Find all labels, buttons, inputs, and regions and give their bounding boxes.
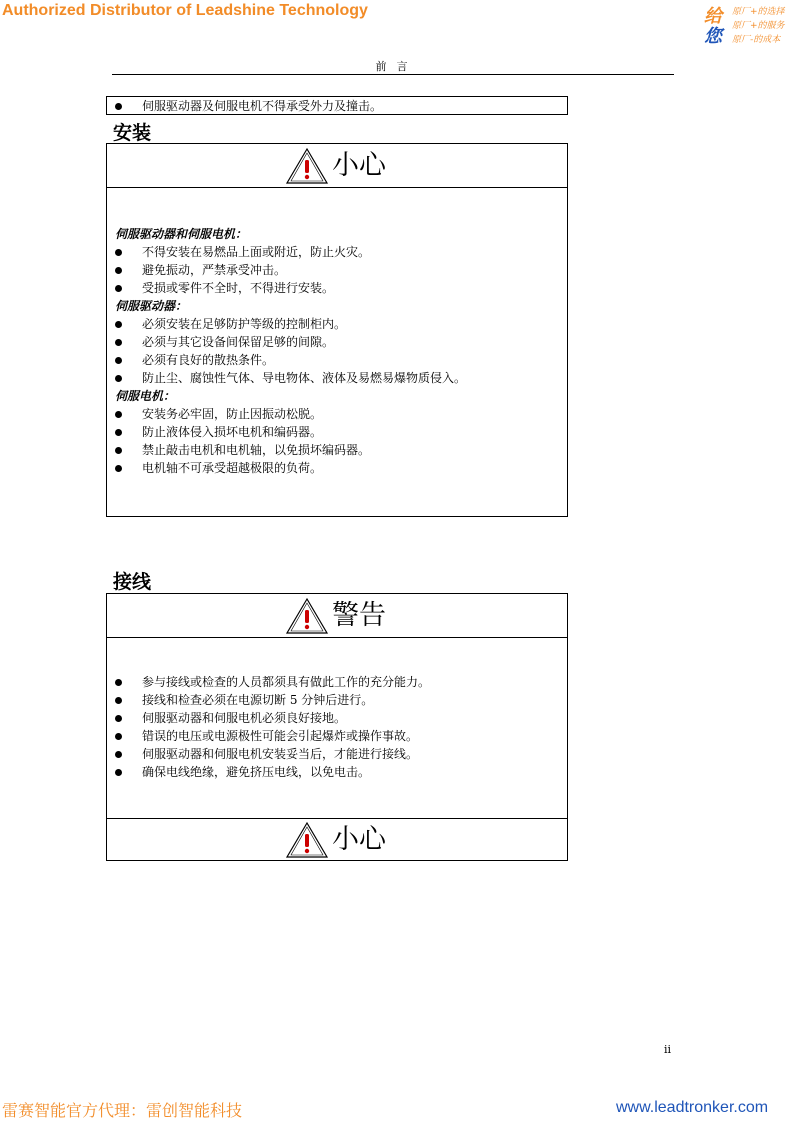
- warning-title-row: [107, 594, 567, 638]
- list-item: [107, 459, 567, 477]
- list-item-text: 电机轴不可承受超越极限的负荷。: [142, 461, 323, 475]
- list-item-text: 禁止敲击电机和电机轴，以免损坏编码器。: [142, 443, 371, 457]
- header-rule: [112, 74, 674, 75]
- list-item-text: 确保电线绝缘，避免挤压电线，以免电击。: [142, 765, 371, 779]
- warning-triangle-icon: [285, 821, 329, 859]
- list-item: [107, 261, 567, 279]
- list-item-text: 错误的电压或电源极性可能会引起爆炸或操作事故。: [142, 729, 419, 743]
- bullet-icon: [115, 751, 122, 758]
- bullet-icon: [115, 249, 122, 256]
- footer-website-link[interactable]: www.leadtronker.com: [616, 1099, 769, 1116]
- caution-title: 小心: [332, 150, 386, 181]
- bullet-icon: [115, 375, 122, 382]
- section-heading-wiring: 接线: [113, 571, 152, 593]
- bullet-icon: [115, 697, 122, 704]
- bullet-icon: [115, 357, 122, 364]
- list-item: [107, 315, 567, 333]
- warning-triangle-icon: [285, 147, 329, 185]
- list-item: [107, 423, 567, 441]
- list-item-text: 参与接线或检查的人员都须具有做此工作的充分能力。: [142, 675, 431, 689]
- list-item-text: 必须有良好的散热条件。: [142, 353, 275, 367]
- list-item-text: 接线和检查必须在电源切断 5 分钟后进行。: [142, 693, 374, 707]
- bullet-icon: [115, 447, 122, 454]
- warning-triangle-icon: [285, 597, 329, 635]
- footer-agent-text: 雷赛智能官方代理：雷创智能科技: [2, 1101, 243, 1120]
- warning-title: 警告: [332, 600, 386, 631]
- bullet-icon: [115, 285, 122, 292]
- list-item-text: 安装务必牢固，防止因振动松脱。: [142, 407, 323, 421]
- list-item-text: 防止液体侵入损坏电机和编码器。: [142, 425, 323, 439]
- list-item-text: 伺服驱动器和伺服电机必须良好接地。: [142, 711, 347, 725]
- list-item: [107, 279, 567, 297]
- bullet-icon: [115, 321, 122, 328]
- bullet-icon: [115, 429, 122, 436]
- caution-title-row: [107, 144, 567, 188]
- slogan-logo: [704, 2, 793, 46]
- bullet-icon: [115, 267, 122, 274]
- list-item: [107, 441, 567, 459]
- list-item: [107, 727, 567, 745]
- group-label: 伺服驱动器：: [115, 299, 188, 313]
- slogan-line-1: 原厂+的选择: [732, 7, 785, 17]
- divider: [107, 187, 567, 188]
- bullet-icon: [115, 103, 122, 110]
- list-item: [107, 691, 567, 709]
- list-item: [107, 763, 567, 781]
- list-item: [107, 97, 567, 115]
- slogan-char-2: 您: [704, 26, 722, 47]
- continuation-box: [106, 96, 568, 115]
- list-item: [107, 243, 567, 261]
- bullet-icon: [115, 411, 122, 418]
- group-label: 伺服驱动器和伺服电机：: [115, 227, 248, 241]
- wiring-warning-box: [106, 593, 568, 861]
- list-item-text: 伺服驱动器和伺服电机安装妥当后，才能进行接线。: [142, 747, 419, 761]
- list-item: [107, 673, 567, 691]
- list-item: [107, 709, 567, 727]
- slogan-char-1: 给: [704, 6, 722, 27]
- list-item-text: 受损或零件不全时，不得进行安装。: [142, 281, 335, 295]
- install-caution-box: [106, 143, 568, 517]
- list-item-text: 防止尘、腐蚀性气体、导电物体、液体及易燃易爆物质侵入。: [142, 371, 467, 385]
- bullet-icon: [115, 769, 122, 776]
- list-item: [107, 369, 567, 387]
- running-head: 前言: [375, 60, 418, 73]
- distributor-banner: Authorized Distributor of Leadshine Technology: [2, 2, 368, 19]
- list-item-text: 避免振动，严禁承受冲击。: [142, 263, 287, 277]
- list-item-text: 伺服驱动器及伺服电机不得承受外力及撞击。: [142, 99, 383, 113]
- bullet-icon: [115, 715, 122, 722]
- list-item: [107, 745, 567, 763]
- caution-title-row: [107, 818, 567, 862]
- section-heading-install: 安装: [113, 122, 152, 144]
- list-item-text: 必须与其它设备间保留足够的间隙。: [142, 335, 335, 349]
- list-item-text: 必须安装在足够防护等级的控制柜内。: [142, 317, 347, 331]
- caution-title: 小心: [332, 824, 386, 855]
- slogan-line-3: 原厂-的成本: [732, 35, 781, 45]
- bullet-icon: [115, 679, 122, 686]
- list-item: [107, 333, 567, 351]
- bullet-icon: [115, 465, 122, 472]
- group-label: 伺服电机：: [115, 389, 176, 403]
- divider: [107, 637, 567, 638]
- bullet-icon: [115, 339, 122, 346]
- list-item-text: 不得安装在易燃品上面或附近，防止火灾。: [142, 245, 371, 259]
- slogan-line-2: 原厂+的服务: [732, 21, 785, 31]
- bullet-icon: [115, 733, 122, 740]
- page-number: ii: [664, 1043, 672, 1056]
- list-item: [107, 405, 567, 423]
- list-item: [107, 351, 567, 369]
